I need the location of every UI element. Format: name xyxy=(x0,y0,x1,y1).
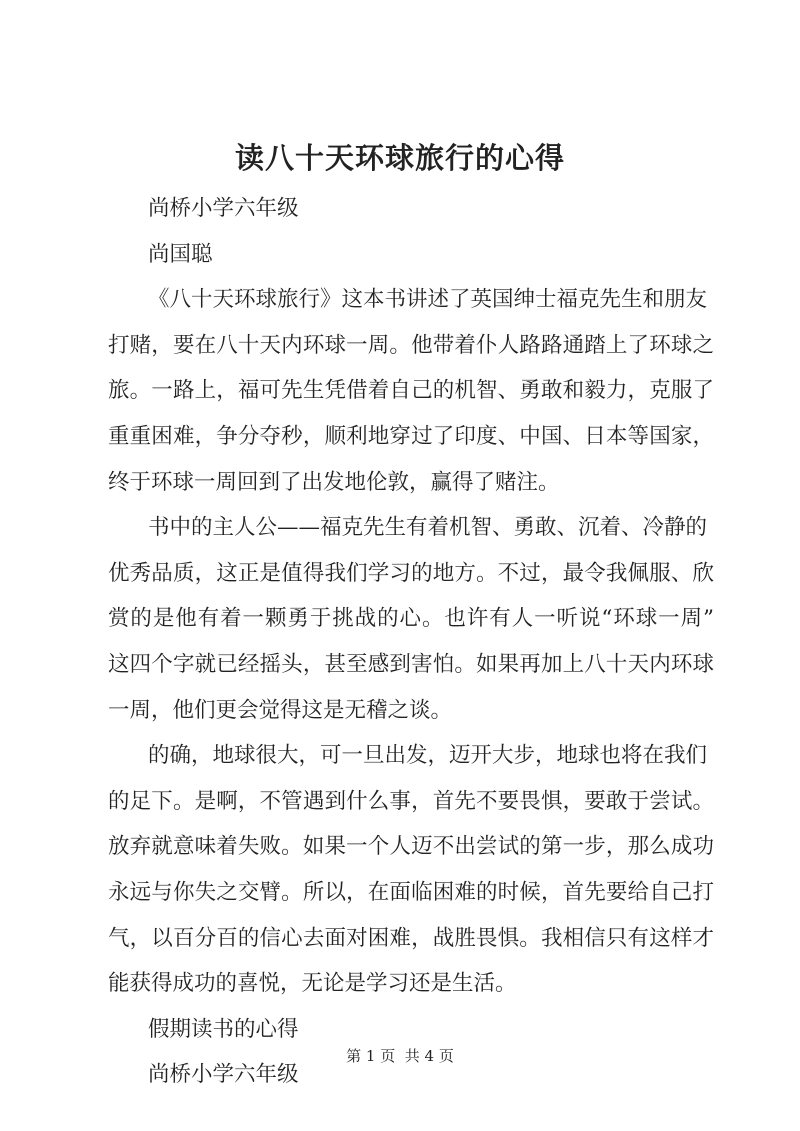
text-line: 赏的是他有着一颗勇于挑战的心。也许有人一听说“环球一周” xyxy=(108,606,714,632)
text-line: 的足下。是啊，不管遇到什么事，首先不要畏惧，要敢于尝试。 xyxy=(108,788,714,814)
text-line: 优秀品质，这正是值得我们学习的地方。不过，最令我佩服、欣 xyxy=(108,560,714,586)
page-number: 第 1 页 xyxy=(346,1047,396,1065)
text-line: 终于环球一周回到了出发地伦敦，赢得了赌注。 xyxy=(108,469,560,495)
text-line: 《八十天环球旅行》这本书讲述了英国绅士福克先生和朋友 xyxy=(148,287,708,313)
total-pages: 共 4 页 xyxy=(404,1047,454,1065)
text-line: 尚国聪 xyxy=(148,241,213,267)
text-line: 书中的主人公——福克先生有着机智、勇敢、沉着、冷静的 xyxy=(148,515,708,541)
text-line: 这四个字就已经摇头，甚至感到害怕。如果再加上八十天内环球 xyxy=(108,651,714,677)
document-title: 读八十天环球旅行的心得 xyxy=(234,141,565,175)
text-line: 尚桥小学六年级 xyxy=(148,1062,299,1088)
text-line: 能获得成功的喜悦，无论是学习还是生活。 xyxy=(108,971,517,997)
text-line: 气，以百分百的信心去面对困难，战胜畏惧。我相信只有这样才 xyxy=(108,925,714,951)
text-line: 永远与你失之交臂。所以，在面临困难的时候，首先要给自己打 xyxy=(108,879,714,905)
text-line: 假期读书的心得 xyxy=(148,1016,299,1042)
text-line: 尚桥小学六年级 xyxy=(148,196,299,221)
text-line: 打赌，要在八十天内环球一周。他带着仆人路路通踏上了环球之 xyxy=(108,332,714,358)
document-body xyxy=(108,186,714,1098)
text-line: 放弃就意味着失败。如果一个人迈不出尝试的第一步，那么成功 xyxy=(108,834,714,860)
text-line: 的确，地球很大，可一旦出发，迈开大步，地球也将在我们 xyxy=(148,743,708,769)
text-line: 重重困难，争分夺秒，顺利地穿过了印度、中国、日本等国家， xyxy=(108,423,714,449)
text-line: 旅。一路上，福可先生凭借着自己的机智、勇敢和毅力，克服了 xyxy=(108,378,714,404)
text-line: 一周，他们更会觉得这是无稽之谈。 xyxy=(108,697,453,723)
page-footer xyxy=(0,1045,800,1067)
